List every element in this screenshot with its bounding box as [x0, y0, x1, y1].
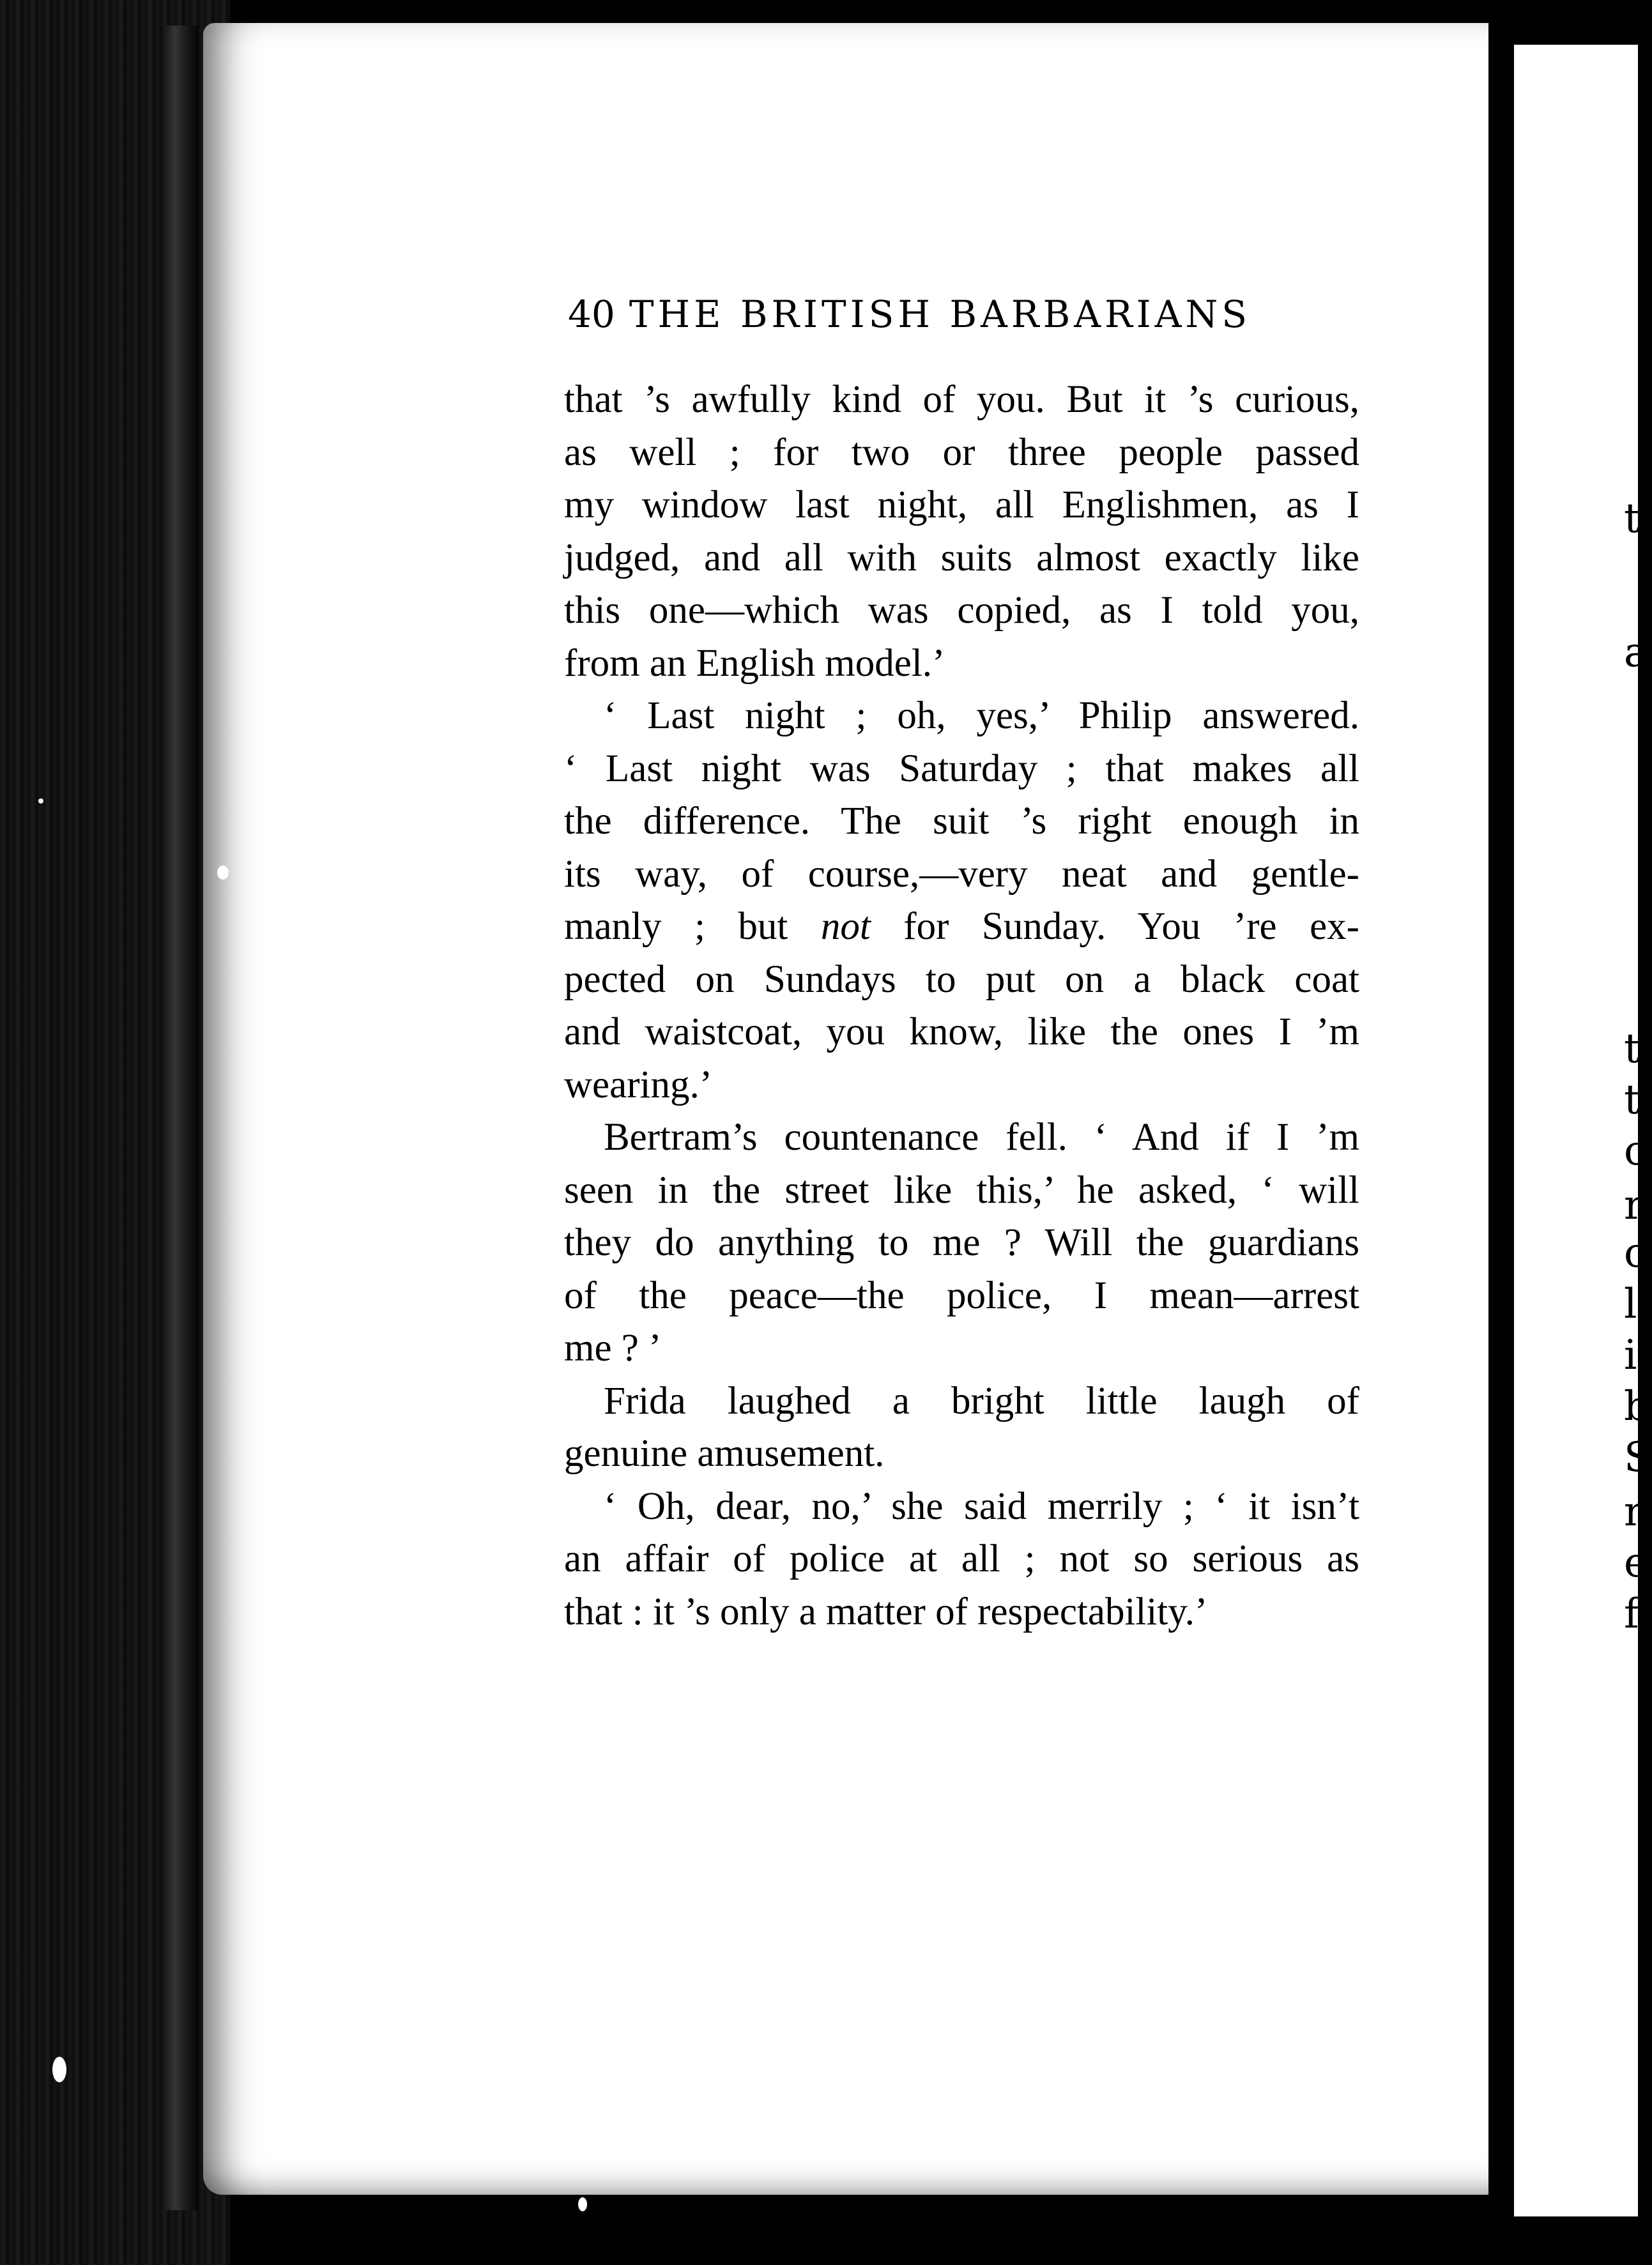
facing-page-letter: f: [1624, 1590, 1639, 1638]
text-line: as well ; for two or three people passed: [564, 431, 1359, 474]
page-gutter: [1488, 19, 1514, 2242]
text-line: judged, and all with suits almost exactly like: [564, 536, 1359, 579]
text-line: that ’s awfully kind of you. But it ’s curious,: [564, 378, 1359, 421]
facing-page-letter: b: [1624, 1383, 1650, 1430]
spine-edge: [160, 26, 198, 2210]
text-line: wearing.’: [564, 1063, 713, 1106]
text-line: ‘ Oh, dear, no,’ she said merrily ; ‘ it isn’t: [604, 1484, 1359, 1528]
running-header: [568, 293, 1360, 336]
text-line: an affair of police at all ; not so serious as: [564, 1537, 1359, 1580]
text-line: Frida laughed a bright little laugh of: [604, 1379, 1359, 1422]
facing-page-letter: r: [1624, 1182, 1644, 1229]
page-number: 40: [568, 293, 615, 336]
text-line: its way, of course,—very neat and gentle-: [564, 852, 1359, 896]
facing-page-letter: t: [1624, 1025, 1641, 1072]
text-line: ‘ Last night ; oh, yes,’ Philip answered.: [604, 694, 1359, 737]
facing-page-letter: t: [1624, 1076, 1641, 1124]
facing-page-edge: [1514, 45, 1652, 2216]
text-line: genuine amusement.: [564, 1432, 885, 1475]
text-line: ‘ Last night was Saturday ; that makes all: [564, 747, 1359, 790]
text-line: of the peace—the police, I mean—arrest: [564, 1274, 1359, 1317]
italic-emphasis: not: [820, 905, 871, 948]
text-line: my window last night, all Englishmen, as I: [564, 484, 1359, 526]
facing-page-letter: e: [1624, 1539, 1648, 1587]
facing-page-letter: l: [1624, 1281, 1637, 1328]
facing-page-letter: i: [1624, 1332, 1637, 1379]
facing-page-letter: c: [1624, 1230, 1647, 1277]
text-line: and waistcoat, you know, like the ones I ’m: [564, 1010, 1359, 1053]
text-line: pected on Sundays to put on a black coat: [564, 957, 1359, 1001]
text-line: this one—which was copied, as I told you,: [564, 589, 1359, 632]
text-line: they do anything to me ? Will the guardians: [564, 1221, 1359, 1264]
text-line: Bertram’s countenance fell. ‘ And if I ’m: [604, 1116, 1359, 1159]
text-line: me ? ’: [564, 1327, 662, 1369]
text-line: from an English model.’: [564, 641, 945, 685]
body-text: [564, 374, 1359, 1638]
facing-page-letter: a: [1624, 629, 1649, 676]
facing-page-letter: c: [1624, 1127, 1647, 1175]
text-line: manly ; but not for Sunday. You ’re ex-: [564, 905, 1359, 948]
facing-page-letter: n: [1624, 1488, 1651, 1536]
running-head-title: THE BRITISH BARBARIANS: [629, 293, 1251, 336]
text-line: the difference. The suit ’s right enough in: [564, 800, 1359, 843]
facing-page-letter: t: [1624, 495, 1641, 542]
facing-page-letter: S: [1624, 1434, 1652, 1481]
text-line: seen in the street like this,’ he asked, ‘ will: [564, 1168, 1359, 1212]
text-line: that : it ’s only a matter of respectability.’: [564, 1590, 1208, 1633]
